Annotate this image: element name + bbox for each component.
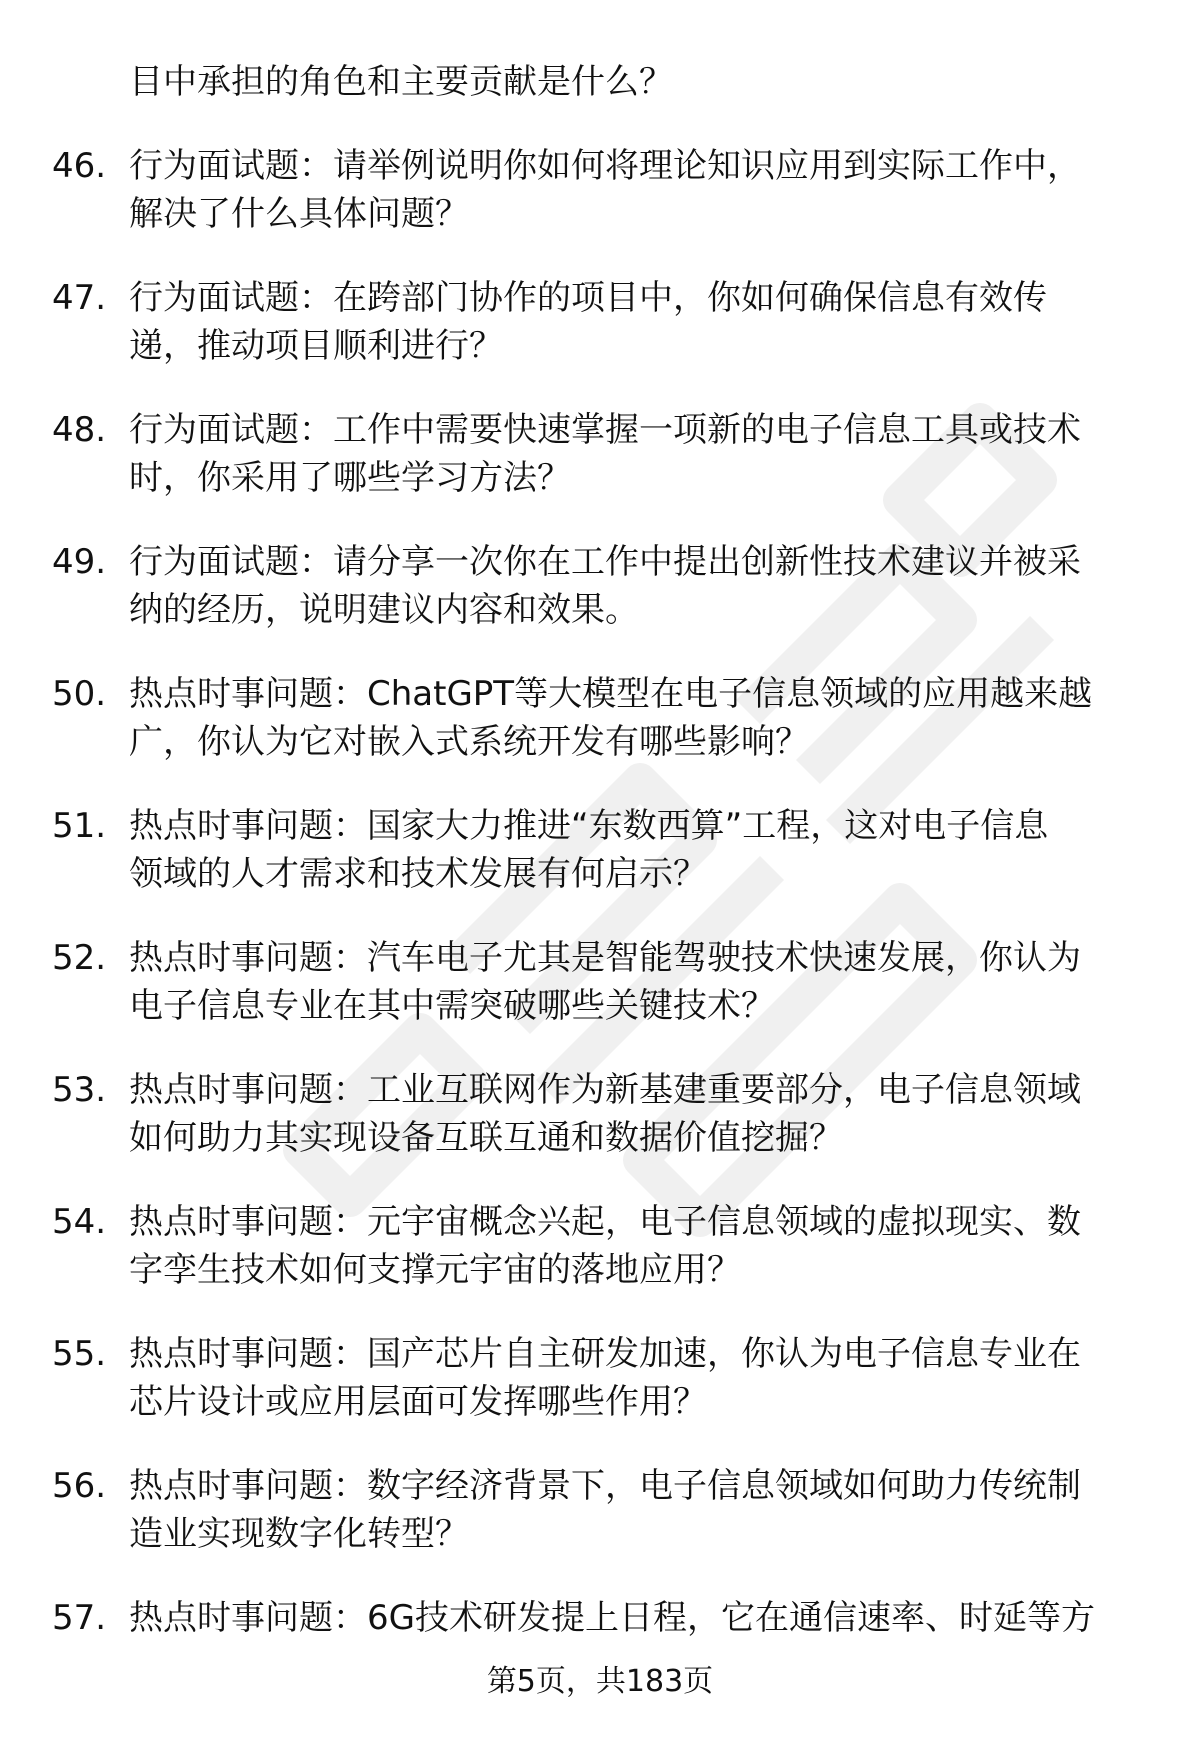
question-list — [0, 142, 1200, 1726]
list-item — [0, 1330, 1200, 1462]
question-text-line: 热点时事问题：国产芯片自主研发加速，你认为电子信息专业在 — [129, 1334, 1081, 1374]
question-text-line: 纳的经历，说明建议内容和效果。 — [129, 590, 639, 630]
list-item — [0, 406, 1200, 538]
question-text-line: 造业实现数字化转型？ — [129, 1514, 469, 1554]
question-number: 54. — [52, 1202, 107, 1242]
question-text-line: 时，你采用了哪些学习方法？ — [129, 458, 571, 498]
list-item — [0, 142, 1200, 274]
question-text-line: 行为面试题：在跨部门协作的项目中，你如何确保信息有效传 — [129, 278, 1047, 318]
continuation-line: 目中承担的角色和主要贡献是什么？ — [129, 62, 673, 102]
question-number: 57. — [52, 1598, 107, 1638]
question-text-line: 热点时事问题：6G技术研发提上日程，它在通信速率、时延等方 — [129, 1598, 1095, 1638]
question-text-line: 芯片设计或应用层面可发挥哪些作用？ — [129, 1382, 707, 1422]
question-text-line: 广，你认为它对嵌入式系统开发有哪些影响？ — [129, 722, 809, 762]
list-item — [0, 934, 1200, 1066]
question-text-line: 热点时事问题：工业互联网作为新基建重要部分，电子信息领域 — [129, 1070, 1081, 1110]
list-item — [0, 1198, 1200, 1330]
question-text-line: 行为面试题：工作中需要快速掌握一项新的电子信息工具或技术 — [129, 410, 1081, 450]
question-text-line: 行为面试题：请举例说明你如何将理论知识应用到实际工作中， — [129, 146, 1081, 186]
list-item — [0, 1462, 1200, 1594]
question-text-line: 如何助力其实现设备互联互通和数据价值挖掘？ — [129, 1118, 843, 1158]
question-number: 47. — [52, 278, 107, 318]
question-number: 53. — [52, 1070, 107, 1110]
question-text-line: 热点时事问题：元宇宙概念兴起，电子信息领域的虚拟现实、数 — [129, 1202, 1081, 1242]
question-text-line: 领域的人才需求和技术发展有何启示？ — [129, 854, 707, 894]
question-number: 48. — [52, 410, 107, 450]
question-text-line: 热点时事问题：数字经济背景下，电子信息领域如何助力传统制 — [129, 1466, 1081, 1506]
question-text-line: 递，推动项目顺利进行？ — [129, 326, 503, 366]
list-item — [0, 1066, 1200, 1198]
list-item — [0, 670, 1200, 802]
question-number: 55. — [52, 1334, 107, 1374]
list-item — [0, 538, 1200, 670]
question-text-line: 电子信息专业在其中需突破哪些关键技术？ — [129, 986, 775, 1026]
question-text-line: 热点时事问题：汽车电子尤其是智能驾驶技术快速发展，你认为 — [129, 938, 1081, 978]
question-text-line: 字孪生技术如何支撑元宇宙的落地应用？ — [129, 1250, 741, 1290]
question-number: 46. — [52, 146, 107, 186]
list-item — [0, 802, 1200, 934]
page-footer: 第5页，共183页 — [486, 1664, 714, 1699]
question-text-line: 解决了什么具体问题？ — [129, 194, 469, 234]
list-item — [0, 274, 1200, 406]
question-text-line: 热点时事问题：国家大力推进“东数西算”工程，这对电子信息 — [129, 806, 1049, 846]
question-number: 52. — [52, 938, 107, 978]
question-text-line: 热点时事问题：ChatGPT等大模型在电子信息领域的应用越来越 — [129, 674, 1093, 714]
question-number: 49. — [52, 542, 107, 582]
question-number: 50. — [52, 674, 107, 714]
question-number: 51. — [52, 806, 107, 846]
question-number: 56. — [52, 1466, 107, 1506]
question-text-line: 行为面试题：请分享一次你在工作中提出创新性技术建议并被采 — [129, 542, 1081, 582]
